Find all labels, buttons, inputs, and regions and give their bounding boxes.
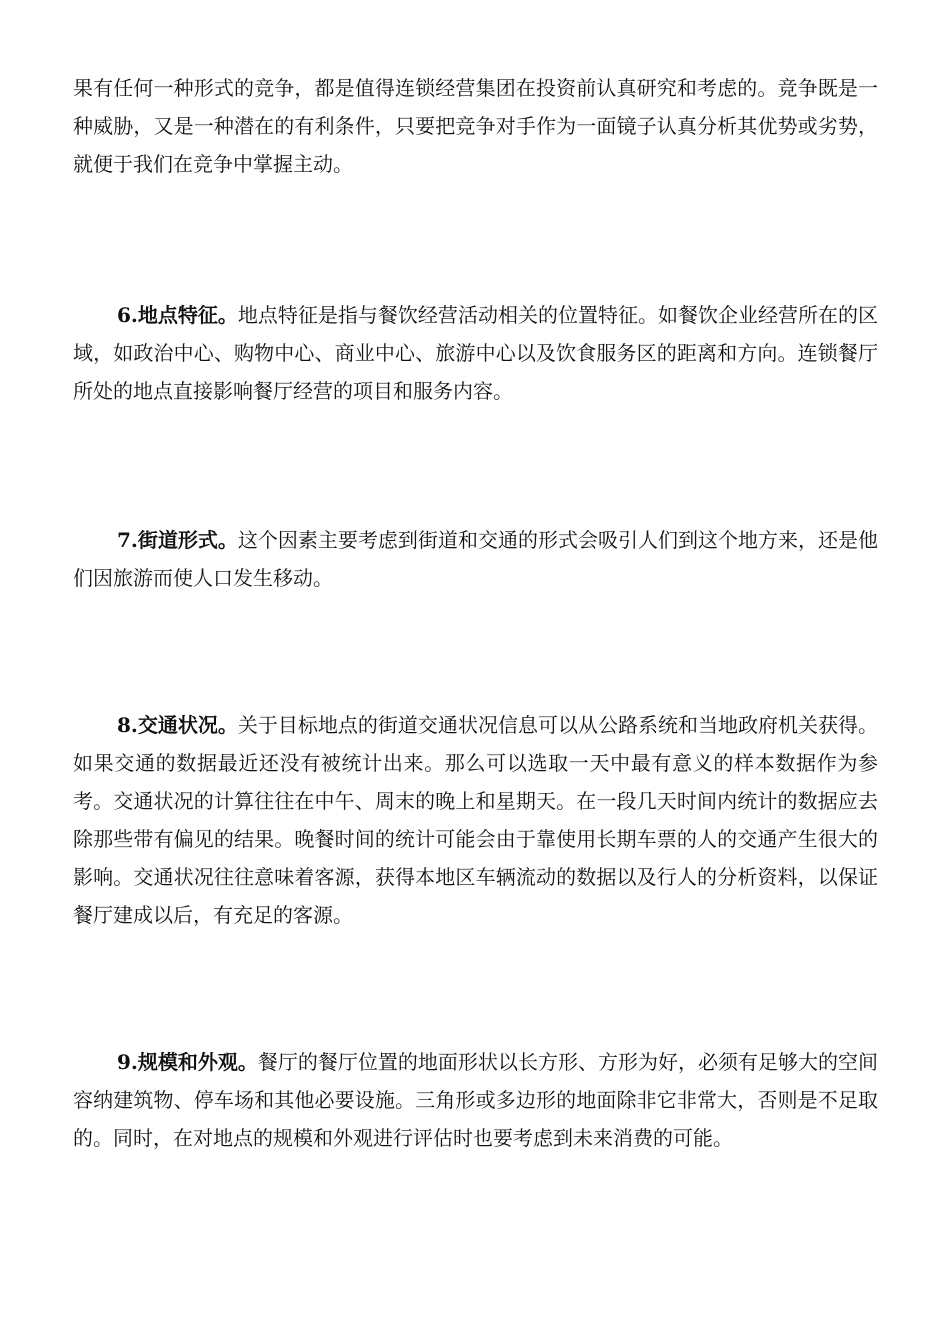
paragraph-body: 这个因素主要考虑到街道和交通的形式会吸引人们到这个地方来，还是他们因旅游而使人口发生移动。 <box>73 528 878 590</box>
section-heading: 9.规模和外观。 <box>117 1050 258 1074</box>
paragraph-location-features <box>73 296 878 410</box>
paragraph-competition-continued <box>73 69 878 183</box>
section-heading: 6.地点特征。 <box>117 303 238 327</box>
paragraph-body: 餐厅的餐厅位置的地面形状以长方形、方形为好，必须有足够大的空间容纳建筑物、停车场和其他必要设施。三角形或多边形的地面除非它非常大，否则是不足取的。同时，在对地点的规模和外观进行评估时也要考虑到未来消费的可能。 <box>73 1050 878 1150</box>
paragraph-size-appearance <box>73 1043 878 1157</box>
paragraph-body: 地点特征是指与餐饮经营活动相关的位置特征。如餐饮企业经营所在的区域，如政治中心、购物中心、商业中心、旅游中心以及饮食服务区的距离和方向。连锁餐厅所处的地点直接影响餐厅经营的项目和服务内容。 <box>73 303 878 403</box>
paragraph-body: 关于目标地点的街道交通状况信息可以从公路系统和当地政府机关获得。如果交通的数据最近还没有被统计出来。那么可以选取一天中最有意义的样本数据作为参考。交通状况的计算往往在中午、周末的晚上和星期天。在一段几天时间内统计的数据应去除那些带有偏见的结果。晚餐时间的统计可能会由于靠使用长期车票的人的交通产生很大的影响。交通状况往往意味着客源，获得本地区车辆流动的数据以及行人的分析资料，以保证餐厅建成以后，有充足的客源。 <box>73 713 878 927</box>
paragraph-traffic-conditions <box>73 706 878 934</box>
paragraph-street-form <box>73 521 878 597</box>
paragraph-body: 果有任何一种形式的竞争，都是值得连锁经营集团在投资前认真研究和考虑的。竞争既是一种威胁，又是一种潜在的有利条件，只要把竞争对手作为一面镜子认真分析其优势或劣势，就便于我们在竞争中掌握主动。 <box>73 76 878 176</box>
section-heading: 7.街道形式。 <box>117 528 238 552</box>
section-heading: 8.交通状况。 <box>117 713 238 737</box>
